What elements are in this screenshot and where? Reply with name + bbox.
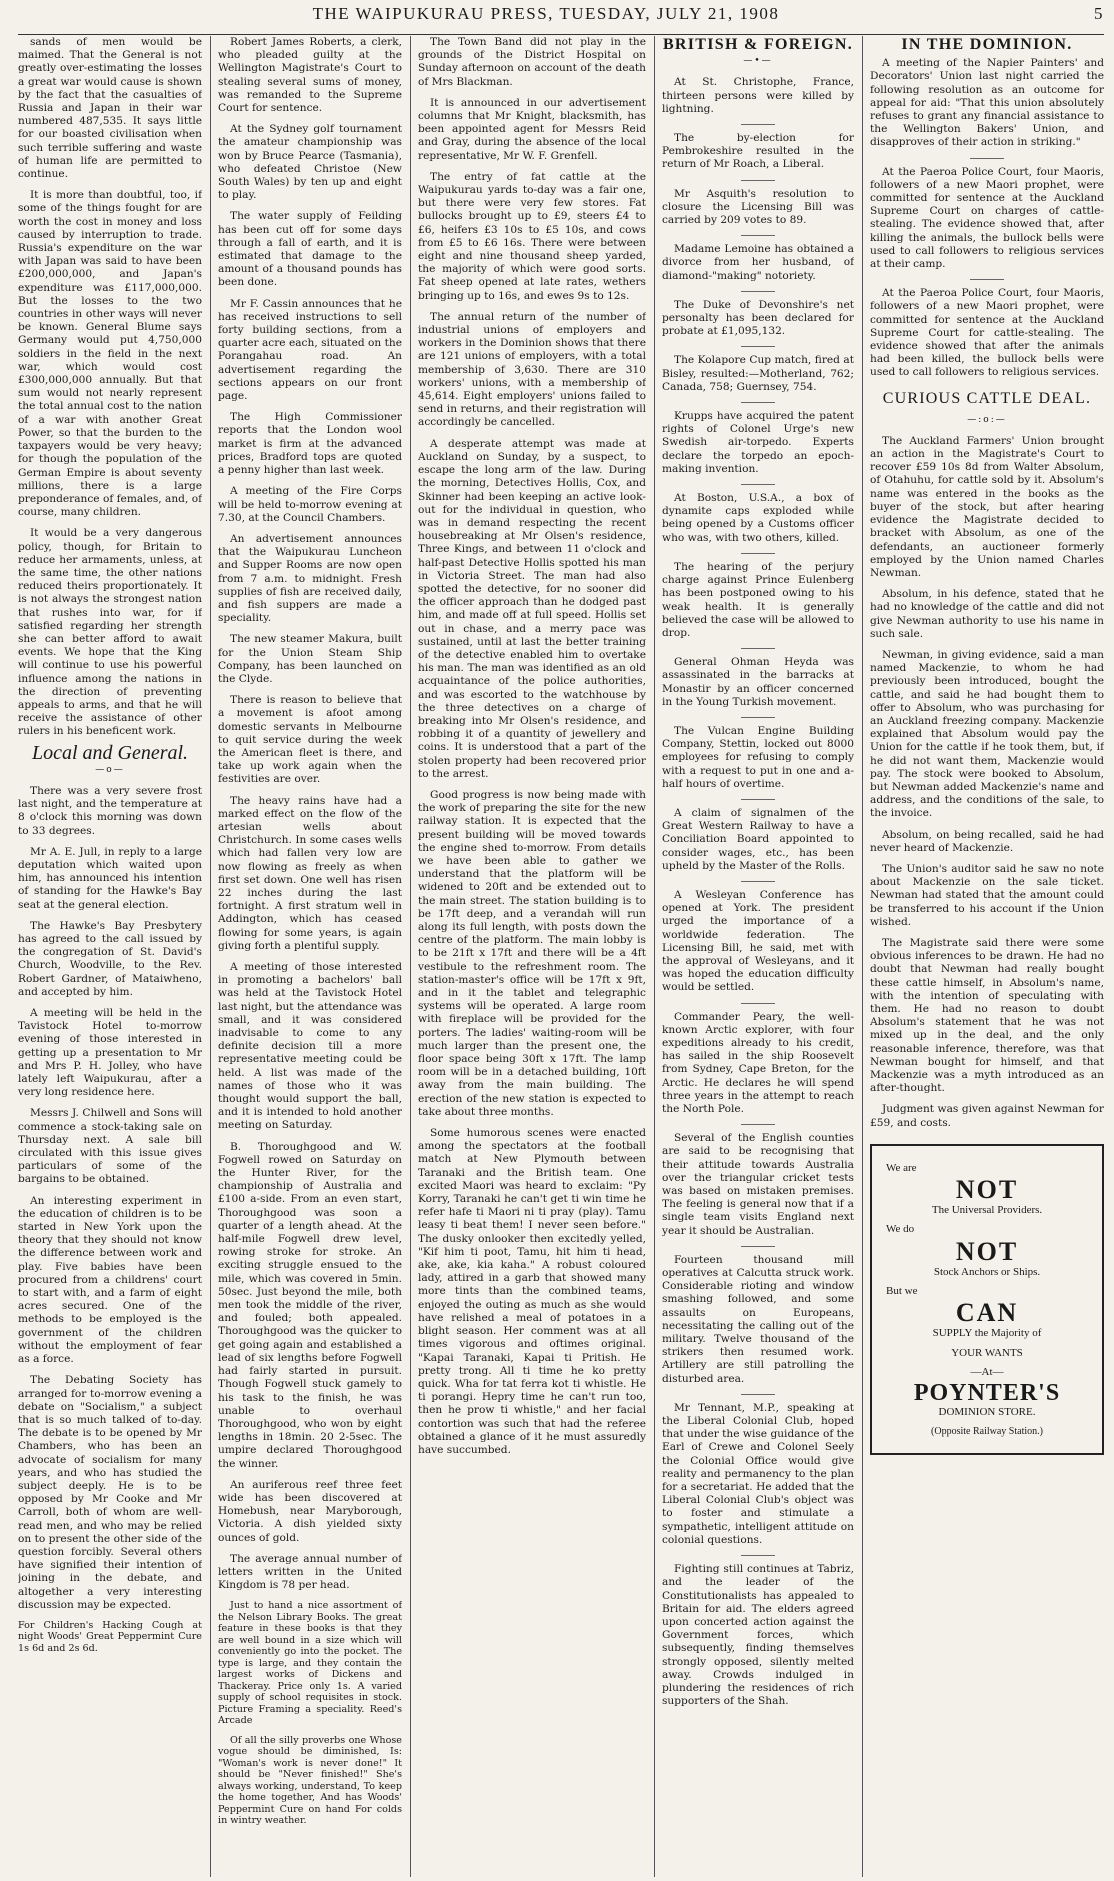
news-item: Judgment was given against Newman for £59, and costs.	[870, 1103, 1104, 1129]
item-separator	[741, 1003, 775, 1004]
column-rule	[410, 36, 411, 1877]
news-item: A meeting of the Fire Corps will be held to-morrow evening at 7.30, at the Council Chambers.	[218, 485, 402, 524]
news-item: A Wesleyan Conference has opened at York. The president urged the importance of a worldwide federation. The Licensing Bill, he said, met with the approval of Wesleyans, and it was hoped the education difficulty would be settled.	[662, 888, 854, 994]
news-item: Several of the English counties are said to be recognising that their attitude towards Australia over the triangular cricket tests was based on mistaken premises. The feeling is general now that if a single team visits England next year it should be Australian.	[662, 1132, 854, 1237]
news-item: An advertisement announces that the Waipukurau Luncheon and Supper Rooms are now open from 7 a.m. to midnight. Fresh supplies of fish are received daily, and fish suppers are made a speciality.	[218, 532, 402, 625]
ad-line: But we	[886, 1285, 918, 1298]
section-heading-british-foreign: BRITISH & FOREIGN.	[662, 36, 854, 53]
masthead-title: THE WAIPUKURAU PRESS, TUESDAY, JULY 21, 1908	[312, 4, 780, 23]
section-heading-local: Local and General.	[31, 741, 189, 764]
item-separator	[741, 648, 775, 649]
item-separator	[741, 235, 775, 236]
column-5	[870, 36, 1104, 1877]
news-item: The Debating Society has arranged for to-morrow evening a debate on "Socialism," a subject that is so much talked of to-day. The debate is to be opened by Mr Chambers, who has been an advocate of socialism for many years, and who has studied the subject deeply. He is to be opposed by Mr Cooke and Mr Carroll, both of whom are well-read men, and who may be relied on to present the other side of the question forcibly. Several others have signified their intention of joining in the debate, and altogether a very interesting discussion may be expected.	[18, 1374, 202, 1611]
news-item: Mr Asquith's resolution to closure the Licensing Bill was carried by 209 votes to 89.	[662, 187, 854, 227]
news-item: An interesting experiment in the education of children is to be started in New York upon the theory that they should not know the difference between work and play. Five babies have been procured from a childrens' court to start with, and a farm of eight acres secured. One of the methods to be employed is the government of the children without the employment of fear as a force.	[18, 1194, 202, 1366]
news-item: Fighting still continues at Tabriz, and the leader of the Constitutionalists has appealed to Britain for aid. The elders agreed upon concerted action against the Government forces, which subsequently, finding themselves strongly opposed, silently melted away. Crowds indulged in plundering the residences of rich supporters of the Shah.	[662, 1563, 854, 1708]
news-item: The Magistrate said there were some obvious inferences to be drawn. He had no doubt that Newman had really bought these cattle himself, in Absolum's name, with the intention of speculating with them. He had no reason to doubt Absolum's statement that he was not mixed up in the deal, and the only reasonable inference, therefore, was that Newman bought for himself, and that Mackenzie was a myth introduced as an after-thought.	[870, 936, 1104, 1095]
ad-line: SUPPLY the Majority of	[932, 1327, 1042, 1340]
news-item: The Hawke's Bay Presbytery has agreed to the call issued by the congregation of St. David's Church, Woodville, to the Rev. Robert Gardner, of Mataiwheno, and accepted by him.	[18, 919, 202, 998]
news-item: The Auckland Farmers' Union brought an action in the Magistrate's Court to recover £59 10s 8d from Walter Absolum, of Otahuhu, for cattle sold by it. Absolum's name was entered in the books as the buyer of the stock, but after hearing evidence the Magistrate decided to bracket with Absolum, as one of the defendants, an auctioneer formerly employed by the Union named Charles Newman.	[870, 434, 1104, 579]
news-item: At the Sydney golf tournament the amateur championship was won by Bruce Pearce (Tasmania), who defeated Christoe (New South Wales) by ten up and eight to play.	[218, 123, 402, 202]
news-item: Madame Lemoine has obtained a divorce from her husband, of diamond-"making" notoriety.	[662, 243, 854, 282]
article-paragraph: sands of men would be maimed. That the General is not greatly over-estimating the losses a great war would cause is shown by the fact that the casualties of Russia and Japan in their war numbered 487,535. It says little for our boasted civilisation when such terrible suffering and waste of human life are permitted to continue.	[18, 36, 202, 181]
news-item: The Duke of Devonshire's net personalty has been declared for probate at £1,095,132.	[662, 298, 854, 338]
news-item: At Boston, U.S.A., a box of dynamite caps exploded while being opened by a Customs officer who was, with two others, killed.	[662, 492, 854, 544]
item-separator	[970, 158, 1004, 159]
news-item: The new steamer Makura, built for the Union Steam Ship Company, has been launched on the Clyde.	[218, 633, 402, 685]
masthead	[18, 4, 1104, 35]
column-3	[418, 36, 646, 1877]
news-item: Absolum, on being recalled, said he had never heard of Mackenzie.	[870, 828, 1104, 854]
ad-line: We do	[886, 1223, 915, 1236]
news-item: At St. Christophe, France, thirteen persons were killed by lightning.	[662, 76, 854, 115]
small-advert: Of all the silly proverbs one Whose vogue should be diminished, Is: "Woman's work is never done!" It should be "Never finished!" She's always working, understand, To keep the home together, And has Woods' Peppermint Cure on hand For colds in wintry weather.	[218, 1734, 402, 1827]
news-item: Krupps have acquired the patent rights of Colonel Urge's new Swedish air-torpedo. Experts declare the torpedo an epoch-making invention.	[662, 410, 854, 475]
item-separator	[741, 124, 775, 125]
item-separator	[741, 346, 775, 347]
news-item: Mr F. Cassin announces that he has received instructions to sell forty building sections, from a quarter acre each, situated on the Porangahau road. An advertisement regarding the sections appears on our front page.	[218, 297, 402, 403]
news-item: A meeting will be held in the Tavistock Hotel to-morrow evening of those interested in getting up a presentation to Mr and Mrs P. H. Jolley, who have lately left Waipukurau, after a very long residence here.	[18, 1007, 202, 1099]
article-paragraph: It would be a very dangerous policy, though, for Britain to reduce her armaments, unless, at the same time, the other nations reduced theirs proportionately. It is not always the strongest nation that rushes into war, for if satisfied regarding her strength she can better afford to await events. We hope that the King will continue to use his powerful influence among the nations in the direction of preventing appeals to arms, and that he will receive the assistance of other rulers in his beneficent work.	[18, 527, 202, 738]
ornament: —:o:—	[967, 414, 1007, 425]
news-item: There was a very severe frost last night, and the temperature at 8 o'clock this morning was down to 33 degrees.	[18, 784, 202, 837]
column-rule	[210, 36, 211, 1877]
news-item: The High Commissioner reports that the London wool market is firm at the advanced prices, Bradford tops are quoted a penny higher than last week.	[218, 411, 402, 477]
news-item: There is reason to believe that a movement is afoot among domestic servants in Melbourne to quit service during the week the American fleet is there, and take up work again when the festivities are over.	[218, 694, 402, 786]
column-rule	[654, 36, 655, 1877]
news-item: Messrs J. Chilwell and Sons will commence a stock-taking sale on Thursday next. A sale bill circulated with this issue gives particulars of some of the bargains to be obtained.	[18, 1107, 202, 1186]
item-separator	[970, 279, 1004, 280]
news-item: At the Paeroa Police Court, four Maoris, followers of a new Maori prophet, were committed for sentence at the Auckland Supreme Court for cattle-stealing. The evidence showed that after the animals had been killed, the bullock bells were used to call followers to religious services.	[870, 287, 1104, 379]
ornament: —•—	[743, 56, 773, 67]
section-heading-dominion: IN THE DOMINION.	[901, 36, 1073, 53]
ad-line: —At—	[970, 1365, 1004, 1378]
news-item: The Town Band did not play in the grounds of the District Hospital on Sunday afternoon on account of the death of Mrs Blackman.	[418, 36, 646, 88]
news-item: General Ohman Heyda was assassinated in the barracks at Monastir by an officer concerned in the Young Turkish movement.	[662, 656, 854, 708]
column-1	[18, 36, 202, 1877]
ad-can: CAN	[955, 1298, 1019, 1328]
news-item: The heavy rains have had a marked effect on the flow of the artesian wells about Christchurch. In some cases wells which had fallen very low are now flowing as freely as when first set down. One well has risen 22 inches during the last fortnight. A first stratum well in Addington, which has ceased flowing for some years, is again giving forth a plentiful supply.	[218, 794, 402, 952]
item-separator	[741, 180, 775, 181]
news-item: The Union's auditor said he saw no note about Mackenzie on the sale ticket. Newman had stated that the amount could be transferred to his account if the Union wished.	[870, 862, 1104, 928]
column-4	[662, 36, 854, 1877]
news-item: The hearing of the perjury charge against Prince Eulenberg has been postponed owing to his weak health. It is generally believed the case will be allowed to drop.	[662, 560, 854, 639]
column-2	[218, 36, 402, 1877]
item-separator	[741, 291, 775, 292]
news-item: A meeting of those interested in promoting a bachelors' ball was held at the Tavistock Hotel last night, but the attendance was small, and it was considered inadvisable to come to any definite decision till a more representative meeting could be held. A list was made of the names of those who it was thought would support the ball, and it is intended to hold another meeting on Saturday.	[218, 961, 402, 1132]
news-item: The Kolapore Cup match, fired at Bisley, resulted:—Motherland, 762; Canada, 758; Guernsey, 754.	[662, 354, 854, 393]
item-separator	[741, 1124, 775, 1125]
item-separator	[741, 717, 775, 718]
news-item: Fourteen thousand mill operatives at Calcutta struck work. Considerable rioting and window smashing followed, and some assaults on Europeans, necessitating the calling out of the military. Twelve thousand of the strikers then resumed work. Artillery are still patrolling the disturbed area.	[662, 1253, 854, 1385]
ad-line: YOUR WANTS	[951, 1346, 1023, 1359]
news-item: Mr Tennant, M.P., speaking at the Liberal Colonial Club, hoped that under the wise guidance of the Earl of Crewe and Colonel Seely the Colonial Office would give reality and permanency to the plan for a secretariat. He added that the Liberal Colonial Club's object was to foster and stimulate a sympathetic, intelligent attitude on colonial questions.	[662, 1401, 854, 1546]
news-item: Good progress is now being made with the work of preparing the site for the new railway station. It is expected that the present building will be moved towards the engine shed to-morrow. From details we have been able to gather we understand that the platform will be widened to 20ft and be extended out to the main street. The station building is to be 17ft deep, and a verandah will run along its full length, with posts down the centre of the platform. The main lobby is to be 21ft x 17ft and there will be a 4ft vestibule to the refreshment room. The station-master's office will be 17ft x 9ft, and in it the tablet and telegraphic systems will be operated. A large room with fireplace will be provided for the porters. The ladies' waiting-room will be much larger than the present one, the floor space being 30ft x 17ft. The lamp room will be in a detached building, 10ft away from the main building. The erection of the new station is expected to take about three months.	[418, 788, 646, 1118]
news-item: Commander Peary, the well-known Arctic explorer, with four expeditions already to his credit, has sailed in the ship Roosevelt from Sydney, Cape Breton, for the Arctic. He declares he will spend three years in the attempt to reach the North Pole.	[662, 1010, 854, 1115]
news-item: The entry of fat cattle at the Waipukurau yards to-day was a fair one, but there were very few stores. Fat bullocks brought up to £9, steers £4 to £6, heifers £3 10s to £5 10s, and cows from £5 to £6 16s. There were between eight and nine thousand sheep yarded, the majority of which were good sorts. Fat sheep opened at late rates, wethers bringing up to 16s, and ewes 9s to 12s.	[418, 170, 646, 302]
news-item: A claim of signalmen of the Great Western Railway to have a Conciliation Board appointed to consider wages, etc., has been upheld by the Master of the Rolls.	[662, 806, 854, 872]
ornament: —o—	[95, 764, 125, 775]
section-heading-cattle-deal: CURIOUS CATTLE DEAL.	[882, 389, 1092, 407]
news-item: A desperate attempt was made at Auckland on Sunday, by a suspect, to escape the long arm of the law. During the morning, Detectives Hollis, Cox, and Skinner had been keeping an active look-out for the individual in question, who was in demand respecting the recent housebreaking at Mr Olsen's residence, Three Kings, and between 11 o'clock and half-past Detective Hollis spotted his man in Victoria Street. The man had also spotted the detective, for no sooner did the officer approach than he dodged past him, and made off at full speed. Hollis set out in chase, and a merry pace was sustained, until at last the better training of the detective enabled him to overtake his man. The man was identified as an old acquaintance of the police authorities, and was escorted to the watchhouse by the three detectives on a charge of breaking into Mr Olsen's residence, and robbing it of a quantity of jewellery and coins. It is understood that a part of the stolen property had been recovered prior to the arrest.	[418, 437, 646, 780]
news-item: Mr A. E. Jull, in reply to a large deputation which waited upon him, has announced his intention of standing for the Hawke's Bay seat at the general election.	[18, 845, 202, 911]
news-item: The Vulcan Engine Building Company, Stettin, locked out 8000 employees for refusing to comply with a request to put in one and a-half hours of overtime.	[662, 724, 854, 790]
small-advert: Just to hand a nice assortment of the Nelson Library Books. The great feature in these books is that they are well bound in a size which will conveniently go into the pocket. The type is large, and they contain the largest works of Dickens and Thackeray. Price only 1s. A varied supply of school requisites in stock. Picture Framing a speciality. Reed's Arcade	[218, 1600, 402, 1727]
item-separator	[741, 553, 775, 554]
news-item: The water supply of Feilding has been cut off for some days through a fall of earth, and it is estimated that damage to the amount of a thousand pounds has been done.	[218, 210, 402, 289]
news-item: It is announced in our advertisement columns that Mr Knight, blacksmith, has been appointed agent for Messrs Reid and Gray, during the absence of the local representative, Mr W. F. Grenfell.	[418, 96, 646, 162]
ad-line: The Universal Providers.	[931, 1204, 1043, 1217]
news-item: A meeting of the Napier Painters' and Decorators' Union last night carried the following resolution as an outcome for appeal for aid: "That this union absolutely refuses to grant any financial assistance to the Wellington Bakers' Union, and disapproves of their action in striking."	[870, 57, 1104, 149]
article-paragraph: It is more than doubtful, too, if some of the things fought for are worth the cost in money and loss caused by interruption to trade. Russia's expenditure on the war with Japan was said to have been £200,000,000, and Japan's expenditure was £117,000,000. But the losses to the two countries in other ways will never be known. General Blume says Germany would put 4,750,000 soldiers in the field in the next war, which would cost £300,000,000 annually. But that sum would not nearly represent the total annual cost to the nation of a war with another Great Power, so that the burden to the taxpayers would be very heavy; for though the population of the German Empire is about seventy millions, there is a large preponderance of females, and, of course, many children.	[18, 189, 202, 519]
news-item: Some humorous scenes were enacted among the spectators at the football match at New Plymouth between Taranaki and the British team. One excited Maori was heard to exclaim: "Py Korry, Taranaki he can't get ti win time he refer hafe ti Maori ni ti pray (play). Tamu leasy ti beat them! I never seen before." The dusky onlooker then excitedly yelled, "Kif him ti poot, Tamu, hit him ti head, ake, ake, kia kaha." A robust coloured lady, attired in a garb that showed many more tints than the combined teams, enjoyed the outing as much as she would have relished a meal of potatoes in a blight season. Her comment was at all times vigorous and oftimes original. "Kapai Taranaki, Kapai ti Pritish. He pretty trong. All ti time he ko pretty quick. Wha for tat ferra kot ti whistle. He ti porangi. Hepry time he can't run too, then he prow ti whistle," and her facial contortion was such that had the referee obtained a glance of it he must assuredly have succumbed.	[418, 1127, 646, 1456]
advert-footer: For Children's Hacking Cough at night Woods' Great Peppermint Cure 1s 6d and 2s 6d.	[18, 1619, 202, 1654]
item-separator	[741, 1555, 775, 1556]
news-item: Robert James Roberts, a clerk, who pleaded guilty at the Wellington Magistrate's Court to stealing several sums of money, was remanded to the Supreme Court for sentence.	[218, 36, 402, 115]
ad-line: Stock Anchors or Ships.	[933, 1265, 1041, 1278]
item-separator	[741, 1394, 775, 1395]
ad-store-name: POYNTER'S	[913, 1380, 1061, 1407]
news-item: The by-election for Pembrokeshire resulted in the return of Mr Roach, a Liberal.	[662, 132, 854, 171]
item-separator	[741, 1246, 775, 1247]
news-item: B. Thoroughgood and W. Fogwell rowed on Saturday on the Hunter River, for the championship of Australia and £100 a-side. From an even start, Thoroughgood was soon a quarter of a length ahead. At the half-mile Fogwell drew level, rowing stroke for stroke. An exciting struggle ensued to the mile, which was covered in 5min. 50sec. Just beyond the mile, both men took the middle of the river, and fouled; both appealed. Thoroughgood was the quicker to get going again and established a lead of six lengths before Fogwell had fairly started in pursuit. Though Fogwell stuck gamely to his task to the finish, he was unable to overhaul Thoroughgood, who won by eight lengths in 18min. 20 2-5sec. The umpire declared Thoroughgood the winner.	[218, 1140, 402, 1470]
page-number: 5	[1094, 4, 1104, 23]
ad-location: (Opposite Railway Station.)	[931, 1426, 1043, 1438]
poynters-advertisement	[870, 1144, 1104, 1455]
ad-line: We are	[886, 1161, 917, 1174]
news-item: Newman, in giving evidence, said a man named Mackenzie, to whom he had previously been introduced, bought the cattle, and said he had bought them to offer to Absolum, who was purchasing for an Auckland freezing company. Mackenzie explained that Absolum would pay the Union for the cattle if he took them, but, if he did not want them, Mackenzie would pay. The stock were booked to Absolum, but Newman added Mackenzie's name and address, and the conditions of the sale, to the invoice.	[870, 648, 1104, 820]
column-rule	[862, 36, 863, 1877]
news-item: An auriferous reef three feet wide has been discovered at Homebush, near Maryborough, Victoria. A dish yielded sixty ounces of gold.	[218, 1478, 402, 1544]
news-item: Absolum, in his defence, stated that he had no knowledge of the cattle and did not give Newman authority to use his name in such sale.	[870, 588, 1104, 640]
ad-store-subtitle: DOMINION STORE.	[938, 1406, 1036, 1419]
news-item: At the Paeroa Police Court, four Maoris, followers of a new Maori prophet, were committed for sentence at the Auckland Supreme Court on charges of cattle-stealing. The evidence showed that, after killing the animals, the bullock bells were used to call followers to religious services at their camp.	[870, 165, 1104, 271]
item-separator	[741, 484, 775, 485]
columns	[18, 36, 1104, 1877]
ad-not: NOT	[955, 1236, 1019, 1266]
news-item: The average annual number of letters written in the United Kingdom is 78 per head.	[218, 1552, 402, 1592]
news-item: The annual return of the number of industrial unions of employers and workers in the Dominion shows that there are 121 unions of employers, with a total membership of 3,630. There are 310 workers' unions, with a membership of 45,614. Eight employers' unions failed to send in returns, and their registration will accordingly be cancelled.	[418, 310, 646, 429]
item-separator	[741, 881, 775, 882]
item-separator	[741, 402, 775, 403]
ad-not: NOT	[955, 1175, 1019, 1205]
item-separator	[741, 799, 775, 800]
